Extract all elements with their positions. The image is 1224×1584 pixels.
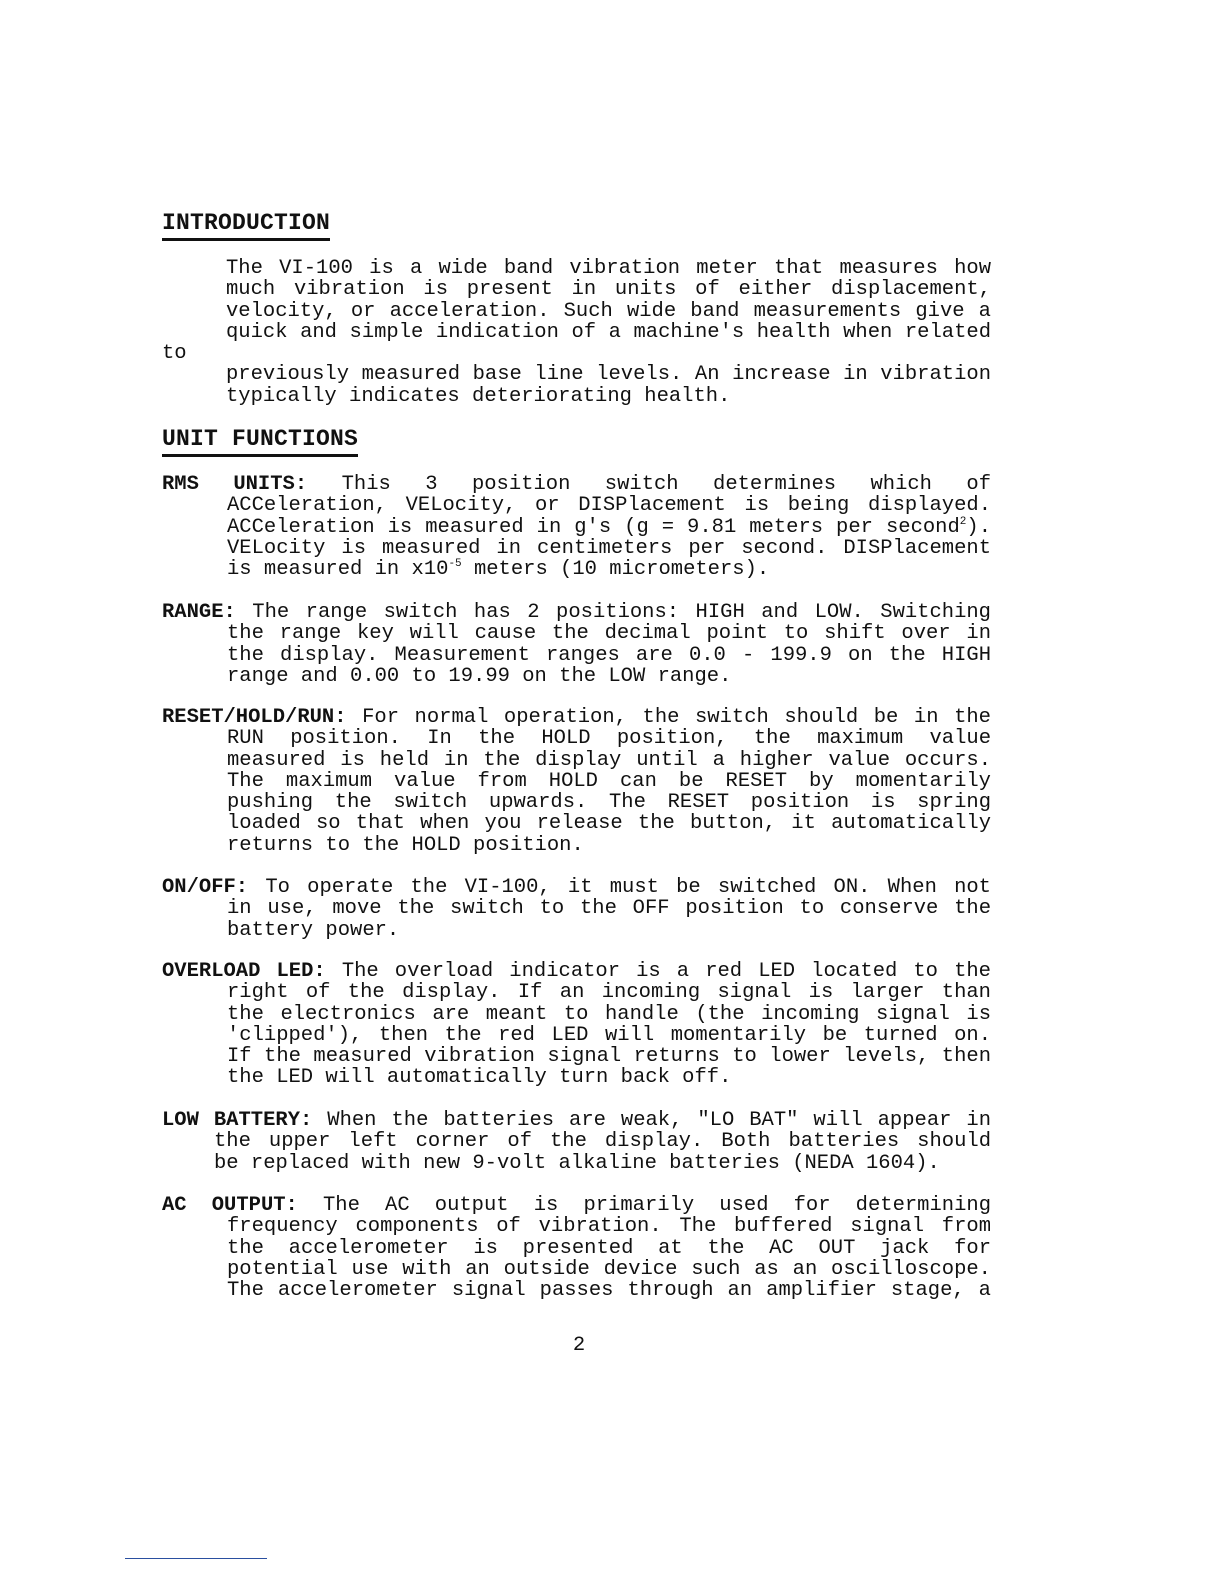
intro-line: The VI-100 is a wide band vibration meter that measures how: [226, 257, 991, 280]
superscript: 2: [959, 515, 967, 528]
item-line: battery power.: [227, 918, 400, 942]
item-line: measured is held in the display until a higher value occurs.: [227, 748, 991, 772]
unit-functions-heading: UNIT FUNCTIONS: [162, 425, 358, 457]
intro-line: previously measured base line levels. An increase in vibration: [226, 363, 991, 387]
item-line: ACCeleration, VELocity, or DISPlacement is being displayed.: [227, 494, 991, 518]
item-text: The range switch has 2 positions: HIGH and LOW. Switching: [252, 601, 991, 624]
item-line: the range key will cause the decimal point to shift over in: [227, 622, 991, 646]
item-text: ).: [966, 515, 991, 539]
reset-hold-run-term: RESET/HOLD/RUN:: [162, 706, 347, 729]
item-text: To operate the VI-100, it must be switched ON. When not: [265, 876, 991, 899]
item-line: [162, 1110, 991, 1131]
item-text: meters (10 micrometers).: [461, 558, 770, 582]
item-line: the electronics are meant to handle (the incoming signal is: [227, 1002, 991, 1026]
page-number: 2: [572, 1334, 586, 1357]
item-line: pushing the switch upwards. The RESET position is spring: [227, 791, 991, 815]
overload-led-term: OVERLOAD LED:: [162, 960, 326, 983]
item-line: range and 0.00 to 19.99 on the LOW range.: [227, 664, 732, 688]
item-line: [162, 707, 991, 728]
item-line: [162, 1195, 991, 1216]
item-line: the upper left corner of the display. Both batteries should: [214, 1130, 991, 1154]
item-line: [162, 559, 991, 580]
item-line: frequency components of vibration. The buffered signal from: [227, 1215, 991, 1239]
introduction-heading: INTRODUCTION: [162, 209, 330, 241]
item-line: right of the display. If an incoming signal is larger than: [227, 981, 991, 1005]
item-line: potential use with an outside device such as an oscilloscope.: [227, 1257, 991, 1281]
item-text: For normal operation, the switch should be in the: [362, 706, 991, 729]
reset-hold-run-item: [162, 707, 991, 856]
rms-units-item: [162, 474, 991, 580]
item-text: is measured in x10: [227, 558, 449, 582]
item-line: loaded so that when you release the button, it automatically: [227, 812, 991, 836]
item-line: If the measured vibration signal returns to lower levels, then: [227, 1045, 991, 1069]
item-text: ACCeleration is measured in g's (g = 9.81 meters per second: [227, 515, 960, 539]
item-line: 'clipped'), then the red LED will momentarily be turned on.: [227, 1023, 991, 1047]
overload-led-item: [162, 961, 991, 1089]
item-line: the LED will automatically turn back off.: [227, 1066, 732, 1090]
item-line: RUN position. In the HOLD position, the maximum value: [227, 727, 991, 751]
item-line: [162, 877, 991, 898]
item-line: be replaced with new 9-volt alkaline batteries (NEDA 1604).: [214, 1151, 940, 1175]
low-battery-item: [162, 1110, 991, 1174]
low-battery-term: LOW BATTERY:: [162, 1109, 313, 1132]
on-off-term: ON/OFF:: [162, 876, 249, 899]
ac-output-item: [162, 1195, 991, 1301]
item-text: The overload indicator is a red LED located to the: [341, 960, 991, 983]
intro-line: velocity, or acceleration. Such wide band measurements give a: [226, 299, 991, 323]
item-text: The AC output is primarily used for determining: [323, 1194, 991, 1217]
intro-line: typically indicates deteriorating health.: [226, 384, 731, 408]
rms-units-term: RMS UNITS:: [162, 473, 308, 496]
on-off-item: [162, 877, 991, 941]
ac-output-term: AC OUTPUT:: [162, 1194, 298, 1217]
superscript: -5: [448, 558, 462, 571]
range-item: [162, 602, 991, 687]
item-line: [162, 961, 991, 982]
item-line: The accelerometer signal passes through an amplifier stage, a: [227, 1279, 991, 1303]
item-text: When the batteries are weak, "LO BAT" will appear in: [327, 1109, 991, 1132]
item-line: [162, 517, 991, 538]
item-line: in use, move the switch to the OFF position to conserve the: [227, 897, 991, 921]
introduction-paragraph: [162, 258, 991, 407]
item-line: the display. Measurement ranges are 0.0 - 199.9 on the HIGH: [227, 643, 991, 667]
item-line: VELocity is measured in centimeters per second. DISPlacement: [227, 536, 991, 560]
footnote-separator-line: [125, 1558, 267, 1559]
item-line: [162, 474, 991, 495]
intro-line: quick and simple indication of a machine's health when related to: [162, 320, 991, 366]
item-line: returns to the HOLD position.: [227, 833, 584, 857]
item-text: This 3 position switch determines which of: [341, 473, 992, 496]
item-line: The maximum value from HOLD can be RESET by momentarily: [227, 769, 991, 793]
range-term: RANGE:: [162, 601, 236, 624]
item-line: the accelerometer is presented at the AC OUT jack for: [227, 1236, 991, 1260]
item-line: [162, 602, 991, 623]
intro-line: much vibration is present in units of either displacement,: [226, 278, 991, 302]
